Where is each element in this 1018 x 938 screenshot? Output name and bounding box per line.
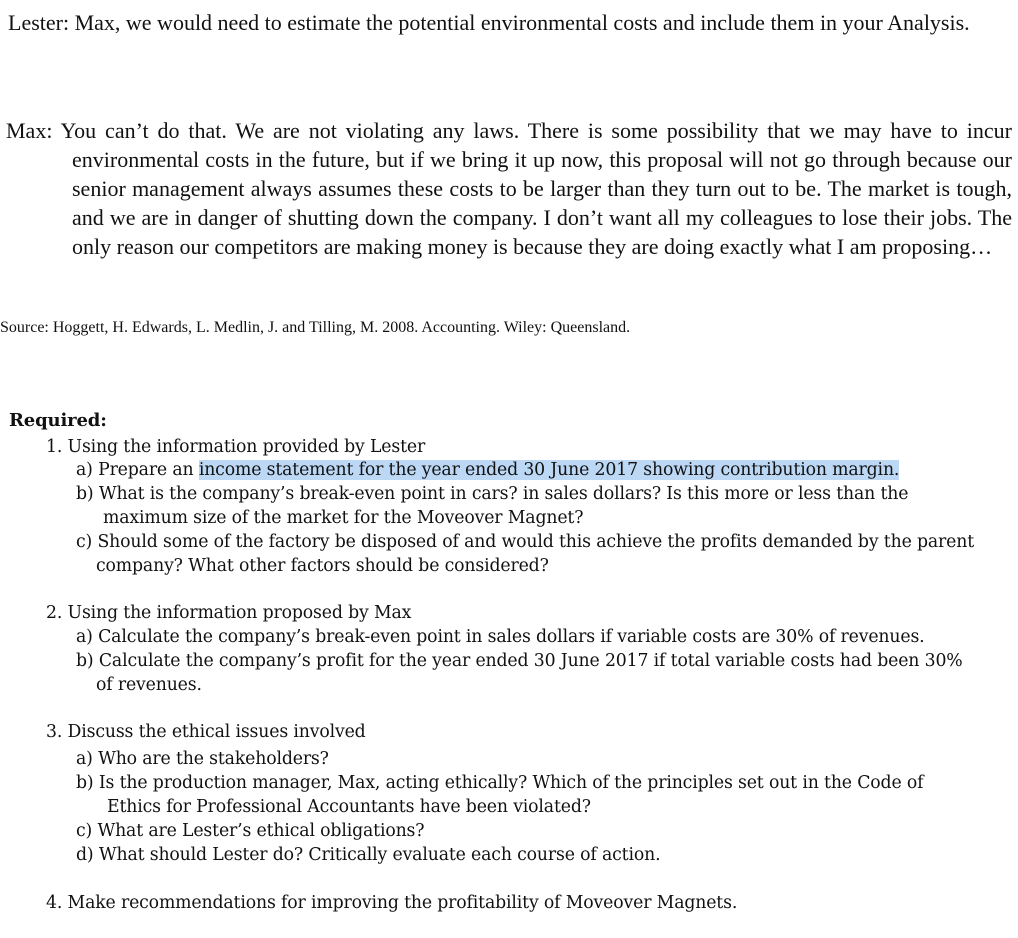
q1-c-line2: company? What other factors should be considered? bbox=[96, 556, 549, 576]
q3-b-line2: Ethics for Professional Accountants have been violated? bbox=[107, 797, 591, 817]
q4-title: 4. Make recommendations for improving the profitability of Moveover Magnets. bbox=[46, 893, 738, 913]
q1-a-prefix: a) Prepare an bbox=[76, 460, 199, 480]
q2-b-line1: b) Calculate the company’s profit for the year ended 30 June 2017 if total variable costs had been 30% bbox=[76, 651, 963, 671]
q1-b-line1: b) What is the company’s break-even point in cars? in sales dollars? Is this more or less than the bbox=[76, 484, 909, 504]
q3-d: d) What should Lester do? Critically evaluate each course of action. bbox=[76, 845, 661, 865]
q2-a: a) Calculate the company’s break-even point in sales dollars if variable costs are 30% of revenues. bbox=[76, 627, 925, 647]
q3-a: a) Who are the stakeholders? bbox=[76, 749, 329, 769]
q1-title: 1. Using the information provided by Lester bbox=[46, 437, 426, 457]
q2-b-line2: of revenues. bbox=[96, 675, 202, 695]
q3-b-line1: b) Is the production manager, Max, acting ethically? Which of the principles set out in the Code of bbox=[76, 773, 924, 793]
max-paragraph: Max: You can’t do that. We are not violating any laws. There is some possibility that we may have to incur environmental costs in the future, but if we bring it up now, this proposal will not go through because our senior management always assumes these costs to be larger than they turn out to be. The market is tough, and we are in danger of shutting down the company. I don’t want all my colleagues to lose their jobs. The only reason our competitors are making money is because they are doing exactly what I am proposing… bbox=[6, 118, 1012, 259]
q1-a-highlight: income statement for the year ended 30 June 2017 showing contribution margin. bbox=[198, 460, 900, 480]
source-citation: Source: Hoggett, H. Edwards, L. Medlin, J. and Tilling, M. 2008. Accounting. Wiley: Queensland. bbox=[0, 319, 631, 336]
q2-title: 2. Using the information proposed by Max bbox=[46, 603, 412, 623]
q3-c: c) What are Lester’s ethical obligations? bbox=[76, 821, 425, 841]
q1-a bbox=[76, 459, 899, 483]
lester-paragraph: Lester: Max, we would need to estimate the potential environmental costs and include them in your Analysis. bbox=[8, 10, 970, 35]
q1-b-line2: maximum size of the market for the Moveover Magnet? bbox=[103, 508, 584, 528]
q3-title: 3. Discuss the ethical issues involved bbox=[46, 722, 366, 742]
required-heading: Required: bbox=[9, 410, 107, 431]
q1-c-line1: c) Should some of the factory be disposed of and would this achieve the profits demanded by the parent bbox=[76, 532, 975, 552]
